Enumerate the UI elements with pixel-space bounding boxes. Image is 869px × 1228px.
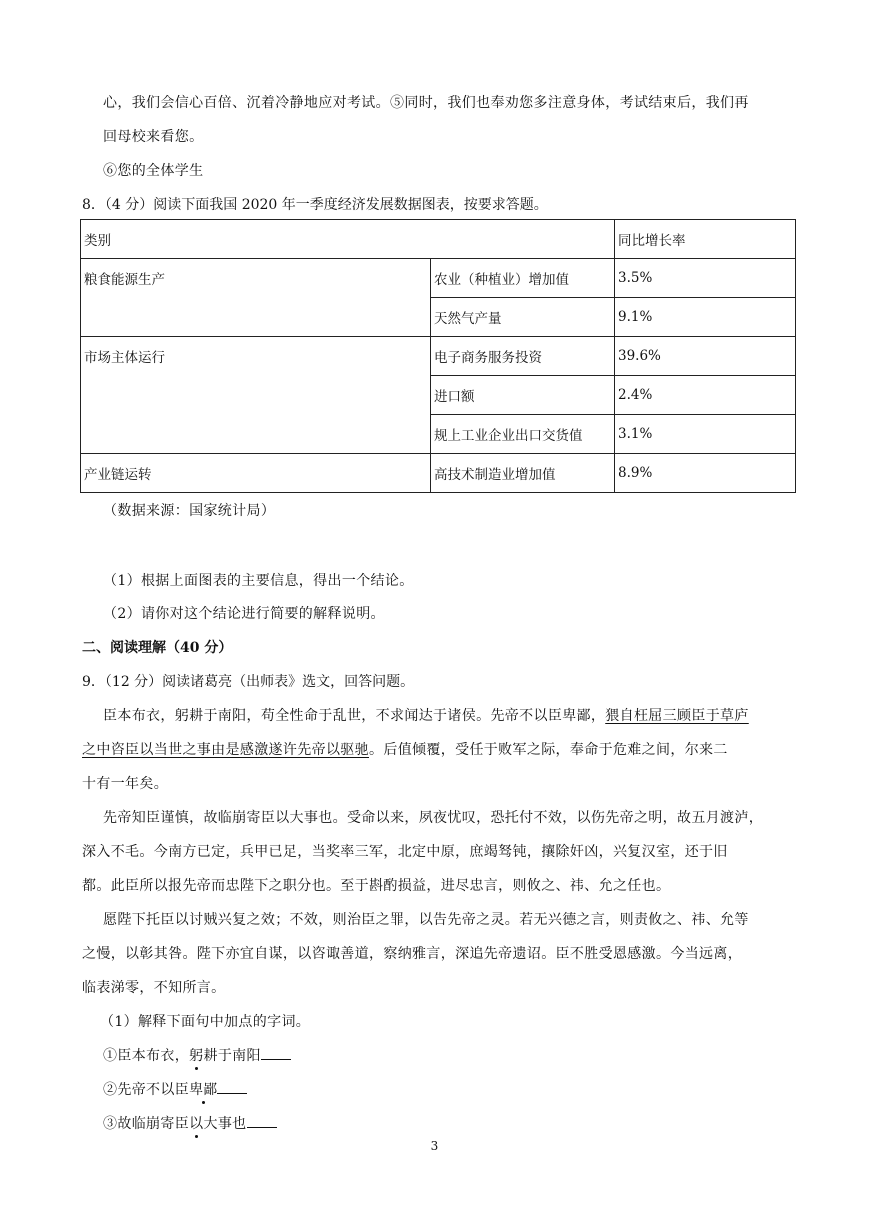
table-group-name: 粮食能源生产 <box>81 259 431 337</box>
vocab-item-3 <box>103 1113 277 1133</box>
vocab-item-1 <box>103 1045 291 1065</box>
table-group-name: 产业链运转 <box>81 454 431 493</box>
letter-line-1: 心，我们会信心百倍、沉着冷静地应对考试。⑤同时，我们也奉劝您多注意身体，考试结束后，我们再 <box>103 95 749 111</box>
table-rate: 3.5% <box>615 259 796 298</box>
passage-p3-line-3: 临表涕零，不知所言。 <box>82 980 226 996</box>
question-8-sub-1: （1）根据上面图表的主要信息，得出一个结论。 <box>103 573 414 589</box>
passage-p1-line-2 <box>82 739 728 759</box>
vocab-prefix: ②先帝不以臣 <box>103 1082 190 1098</box>
vocab-suffix: 耕于南阳 <box>203 1048 261 1064</box>
section-2-title: 二、阅读理解（40 分） <box>82 640 233 656</box>
table-header-category: 类别 <box>81 220 615 259</box>
economic-data-table <box>80 219 796 493</box>
passage-p3-line-2: 之慢，以彰其咎。陛下亦宜自谋，以咨诹善道，察纳雅言，深追先帝遗诏。臣不胜受恩感激。今当远离， <box>82 946 743 962</box>
underlined-sentence: 猥自枉屈三顾臣于草庐 <box>605 708 749 724</box>
passage-text: 。后值倾覆，受任于败军之际，奉命于危难之间，尔来二 <box>369 742 728 758</box>
table-rate: 8.9% <box>615 454 796 493</box>
passage-p2-line-2: 深入不毛。今南方已定，兵甲已足，当奖率三军，北定中原，庶竭驽钝，攘除奸凶，兴复汉室，还于旧 <box>82 844 728 860</box>
vocab-item-2 <box>103 1079 247 1099</box>
table-item: 高技术制造业增加值 <box>431 454 615 493</box>
table-row <box>81 337 796 376</box>
question-9-sub-1: （1）解释下面句中加点的字词。 <box>100 1014 311 1030</box>
dotted-word: 卑鄙 <box>189 1079 217 1099</box>
question-8-sub-2: （2）请你对这个结论进行简要的解释说明。 <box>103 606 385 622</box>
table-header-row <box>81 220 796 259</box>
table-item: 天然气产量 <box>431 298 615 337</box>
question-8-title: 8．（4 分）阅读下面我国 2020 年一季度经济发展数据图表，按要求答题。 <box>82 197 548 213</box>
underlined-sentence: 之中咨臣以当世之事由是感激遂许先帝以驱驰 <box>82 742 369 758</box>
answer-blank[interactable] <box>247 1113 277 1128</box>
vocab-prefix: ③故临崩寄臣 <box>103 1116 190 1132</box>
passage-p1-line-1 <box>103 705 749 725</box>
dotted-word: 以 <box>189 1113 203 1133</box>
table-item: 农业（种植业）增加值 <box>431 259 615 298</box>
passage-p1-line-3: 十有一年矣。 <box>82 776 169 792</box>
data-source-note: （数据来源：国家统计局） <box>103 503 276 519</box>
question-9-title: 9．（12 分）阅读诸葛亮（出师表》选文，回答问题。 <box>82 674 415 690</box>
table-item: 进口额 <box>431 376 615 415</box>
table-header-growth: 同比增长率 <box>615 220 796 259</box>
passage-p2-line-3: 都。此臣所以报先帝而忠陛下之职分也。至于斟酌损益，进尽忠言，则攸之、祎、允之任也。 <box>82 878 671 894</box>
table-rate: 39.6% <box>615 337 796 376</box>
table-group-name: 市场主体运行 <box>81 337 431 454</box>
passage-text: 臣本布衣，躬耕于南阳，苟全性命于乱世，不求闻达于诸侯。先帝不以臣卑鄙， <box>103 708 606 724</box>
answer-blank[interactable] <box>261 1045 291 1060</box>
table-rate: 3.1% <box>615 415 796 454</box>
passage-p2-line-1: 先帝知臣谨慎，故临崩寄臣以大事也。受命以来，夙夜忧叹，恐托付不效，以伤先帝之明，故五月渡泸， <box>103 810 764 826</box>
dotted-word: 躬 <box>189 1045 203 1065</box>
vocab-suffix: 大事也 <box>203 1116 247 1132</box>
table-row <box>81 454 796 493</box>
table-item: 电子商务服务投资 <box>431 337 615 376</box>
answer-blank[interactable] <box>217 1079 247 1094</box>
table-rate: 9.1% <box>615 298 796 337</box>
vocab-prefix: ①臣本布衣， <box>103 1048 190 1064</box>
passage-p3-line-1: 愿陛下托臣以讨贼兴复之效；不效，则治臣之罪，以告先帝之灵。若无兴德之言，则责攸之、祎、允等 <box>103 912 749 928</box>
page-number: 3 <box>430 1139 439 1153</box>
table-rate: 2.4% <box>615 376 796 415</box>
table-row <box>81 259 796 298</box>
table-item: 规上工业企业出口交货值 <box>431 415 615 454</box>
letter-signature: ⑥您的全体学生 <box>103 163 204 179</box>
letter-line-2: 回母校来看您。 <box>103 129 204 145</box>
